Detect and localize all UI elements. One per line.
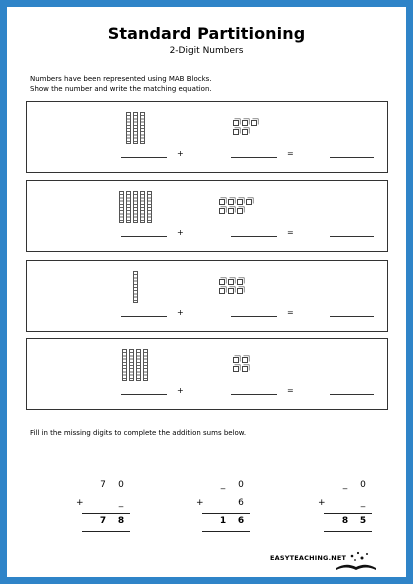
plus-sign: +	[76, 498, 84, 508]
mab-question-box	[26, 180, 388, 252]
ten-rod-icon	[122, 349, 127, 381]
one-cube-icon	[228, 279, 234, 285]
one-cube-icon	[233, 366, 239, 372]
one-cube-icon	[242, 366, 248, 372]
plus-sign: +	[318, 498, 326, 508]
instruction-line-2: Show the number and write the matching equation.	[30, 85, 212, 93]
one-cube-icon	[242, 120, 248, 126]
answer-blank[interactable]	[121, 157, 167, 158]
one-cube-icon	[251, 120, 257, 126]
ones-cubes	[233, 120, 257, 135]
ten-rod-icon	[147, 191, 152, 223]
one-cube-icon	[228, 199, 234, 205]
answer-blank[interactable]	[231, 394, 277, 395]
equals-sign: =	[287, 308, 294, 317]
addition-instructions: Fill in the missing digits to complete the addition sums below.	[30, 429, 247, 437]
tens-rods	[133, 271, 138, 303]
sum-rule-top	[324, 513, 372, 514]
one-cube-icon	[237, 279, 243, 285]
ten-rod-icon	[140, 191, 145, 223]
ten-rod-icon	[140, 112, 145, 144]
ten-rod-icon	[126, 112, 131, 144]
book-logo-icon	[334, 550, 378, 572]
equals-sign: =	[287, 149, 294, 158]
sum-top-number[interactable]: 7 0	[100, 480, 124, 490]
mab-question-box	[26, 260, 388, 332]
sum-top-number[interactable]: _ 0	[220, 480, 244, 490]
one-cube-icon	[228, 208, 234, 214]
mab-question-box	[26, 101, 388, 173]
one-cube-icon	[242, 357, 248, 363]
sum-rule-bottom	[324, 531, 372, 532]
sum-rule-bottom	[202, 531, 250, 532]
plus-sign: +	[177, 308, 184, 317]
answer-blank[interactable]	[121, 236, 167, 237]
sum-rule-top	[202, 513, 250, 514]
one-cube-icon	[228, 288, 234, 294]
answer-blank[interactable]	[330, 394, 374, 395]
one-cube-icon	[246, 199, 252, 205]
answer-blank[interactable]	[330, 236, 374, 237]
ones-cubes	[219, 279, 243, 294]
answer-blank[interactable]	[330, 316, 374, 317]
ones-cubes	[233, 357, 248, 372]
one-cube-icon	[233, 120, 239, 126]
sum-total[interactable]: 1 6	[219, 516, 245, 526]
one-cube-icon	[219, 279, 225, 285]
answer-blank[interactable]	[121, 394, 167, 395]
equals-sign: =	[287, 386, 294, 395]
answer-blank[interactable]	[330, 157, 374, 158]
one-cube-icon	[219, 288, 225, 294]
brand-logo-text: EASYTEACHING.NET	[270, 554, 347, 562]
sum-rule-bottom	[82, 531, 130, 532]
ten-rod-icon	[126, 191, 131, 223]
addition-sum: 7 0 + _ 7 8	[76, 480, 136, 550]
sum-rule-top	[82, 513, 130, 514]
sum-total[interactable]: 8 5	[341, 516, 367, 526]
sum-top-number[interactable]: _ 0	[342, 480, 366, 490]
page-subtitle: 2-Digit Numbers	[169, 46, 244, 56]
mab-question-box	[26, 338, 388, 410]
ten-rod-icon	[119, 191, 124, 223]
plus-sign: +	[177, 149, 184, 158]
equals-sign: =	[287, 228, 294, 237]
plus-sign: +	[177, 228, 184, 237]
ten-rod-icon	[133, 191, 138, 223]
tens-rods	[122, 349, 148, 381]
ten-rod-icon	[129, 349, 134, 381]
one-cube-icon	[237, 288, 243, 294]
one-cube-icon	[242, 129, 248, 135]
one-cube-icon	[233, 357, 239, 363]
answer-blank[interactable]	[231, 157, 277, 158]
page-title: Standard Partitioning	[107, 24, 306, 43]
tens-rods	[119, 191, 152, 223]
one-cube-icon	[233, 129, 239, 135]
sum-total[interactable]: 7 8	[99, 516, 125, 526]
ten-rod-icon	[133, 112, 138, 144]
ten-rod-icon	[143, 349, 148, 381]
plus-sign: +	[177, 386, 184, 395]
ones-cubes	[219, 199, 252, 214]
answer-blank[interactable]	[231, 236, 277, 237]
addition-sum: _ 0 + 6 1 6	[196, 480, 256, 550]
one-cube-icon	[237, 199, 243, 205]
one-cube-icon	[219, 199, 225, 205]
answer-blank[interactable]	[231, 316, 277, 317]
addition-sum: _ 0 + _ 8 5	[318, 480, 378, 550]
tens-rods	[126, 112, 145, 144]
instruction-line-1: Numbers have been represented using MAB Blocks.	[30, 75, 212, 83]
ten-rod-icon	[136, 349, 141, 381]
ten-rod-icon	[133, 271, 138, 303]
one-cube-icon	[219, 208, 225, 214]
answer-blank[interactable]	[121, 316, 167, 317]
one-cube-icon	[237, 208, 243, 214]
plus-sign: +	[196, 498, 204, 508]
